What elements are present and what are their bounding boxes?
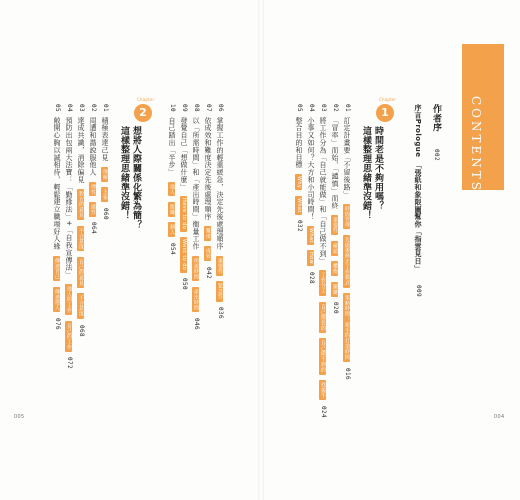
- chapter-2-title-line-2: 這樣整理思緒準沒錯！: [119, 126, 129, 220]
- toc-entry: 01 積極表達己見 理解 主張 060: [101, 104, 109, 220]
- toc-entry: 04 小事又如何？大方和小司時間！ What How 028: [307, 104, 315, 285]
- chapter-1-title-line-1: 時間老是不夠用嗎？: [373, 126, 383, 211]
- toc-entry: 04 預防出包兩大法寶：「勤緣法」+「自我宣傳法」 他人的工作 自己的工作 072: [65, 104, 73, 370]
- chapter-1-title-line-2: 這樣整理思緒準沒錯！: [361, 126, 371, 220]
- toc-entry: 10 自己踏出「半步」 他人 組織 個人 054: [168, 104, 176, 255]
- toc-entry: 05 敞開心胸以誠相待，輕鬆建立職場好人緣 傳達自己 傳達他人 076: [53, 104, 61, 331]
- book-gutter: [258, 0, 264, 500]
- toc-entry: 03 達成共識，消除偏見 對方的意見 不合意度 自己的意見 不合意度 068: [77, 104, 85, 337]
- toc-entry: 02 周遭和諧說服他人 理性 感性 064: [89, 104, 97, 235]
- toc-entry: 09 發覺自己「想做什麼」 Have to do Want to do 050: [180, 104, 188, 291]
- toc-entry: 01 訂定計畫要「不留後路」 時間管理 先做後修正工作模式 策略時間：新手的打造時間 016: [343, 104, 351, 380]
- front-item-prologue: 序言Prologue 「張紙和象限圖幫你「指雲見日」 009: [414, 104, 422, 297]
- toc-entry: 06 掌握工作的輕重緩急，決定先後處理順序 重要性 緊急性 036: [216, 104, 224, 320]
- front-item-preface: 作者序 002: [431, 104, 441, 161]
- toc-entry: 02 「冒率」而始，「譴慎」而終 重要性 確認 權衡 關鍵 020: [331, 104, 339, 315]
- chapter-2-badge: 2: [134, 104, 152, 122]
- toc-entry: 05 整合目的和目標 Why What 032: [295, 104, 303, 233]
- toc-entry: 07 依成效和難度決定先後處理順序 難度 成效 042: [204, 104, 212, 279]
- toc-entry: 03 將工作分為「自己就能做」和「自己做不到」 工作分工 自己擅長的 自己做不到的 找援手 024: [319, 104, 327, 419]
- page-number-right: 004: [494, 414, 505, 420]
- page-number-left: 005: [14, 414, 25, 420]
- chapter-2-label: Chapter: [137, 97, 155, 102]
- toc-entry: 08 以「所需時間」和「產出時間」衡量工作 所需時間 產出時間 046: [192, 104, 200, 331]
- contents-title: CONTENTS: [469, 96, 483, 194]
- chapter-1-badge: 1: [376, 104, 394, 122]
- chapter-2-title-line-1: 想將人際關係化繁為簡？: [131, 126, 141, 230]
- chapter-1-label: Chapter: [379, 97, 397, 102]
